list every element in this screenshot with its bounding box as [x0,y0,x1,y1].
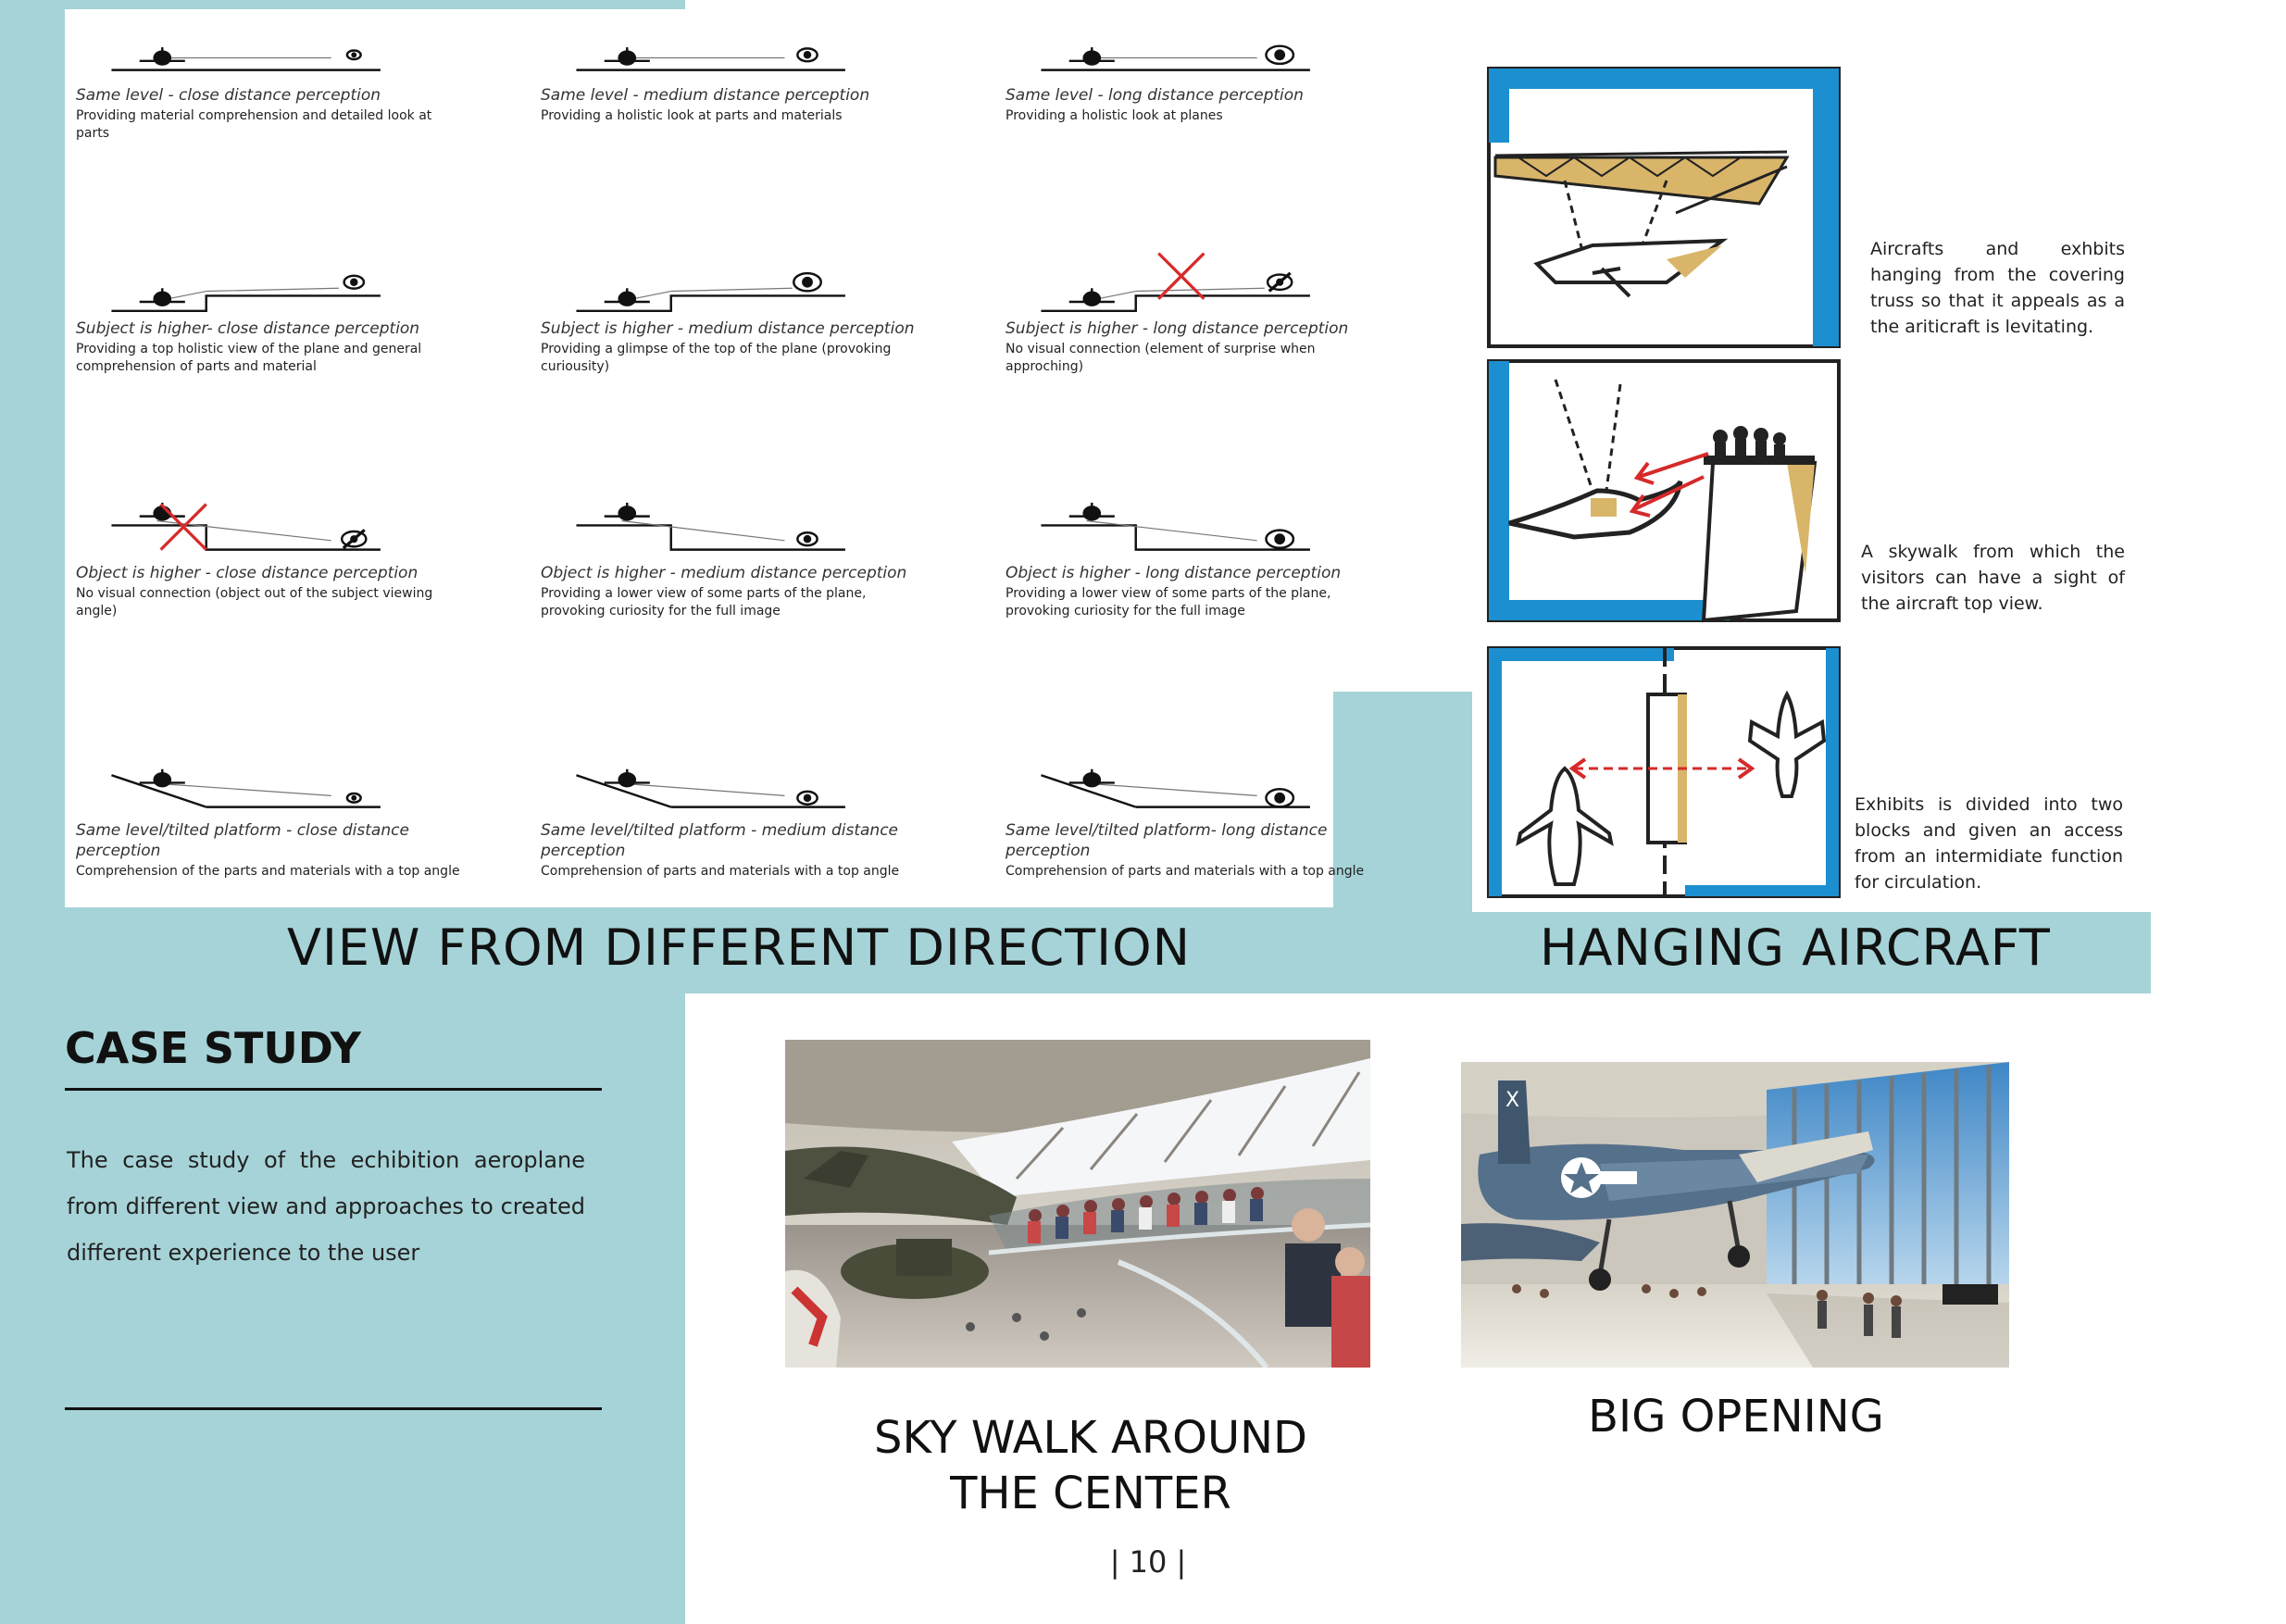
perception-title: Same level - long distance perception [1006,86,1304,105]
perception-description: Providing a holistic look at planes [1006,108,1223,123]
case-study-text: The case study of the echibition aeroplane from different view and approaches to created different experience to the user [67,1147,585,1266]
perception-cell [530,481,951,707]
perception-title: Same level - close distance perception [76,86,381,105]
hanging-aircraft-sketches [1481,56,1852,907]
sky-walk-caption-line2: THE CENTER [950,1468,1231,1519]
svg-text:X: X [1505,1089,1520,1112]
perception-description: Providing a lower view of some parts of the plane, provoking curiosity for the full image [1006,586,1331,618]
hanging-note-2: A skywalk from which the visitors can have a sight of the aircraft top view. [1861,542,2125,614]
perception-diagram [994,739,1383,822]
perception-description: Providing a top holistic view of the plane and general comprehension of parts and material [76,342,422,374]
perception-cell [530,252,951,478]
perception-description: Providing material comprehension and detailed look at parts [76,108,432,141]
perception-cell [994,481,1416,707]
perception-description: Comprehension of the parts and materials with a top angle [76,864,460,879]
perception-description: Providing a glimpse of the top of the plane (provoking curiousity) [541,342,892,374]
sky-walk-photo [785,1040,1370,1368]
view-section-title: VIEW FROM DIFFERENT DIRECTION [287,918,1191,977]
perception-title: Object is higher - close distance perception [76,564,418,582]
perception-cell [994,252,1416,478]
perception-title: Same level/tilted platform - close distance perception [76,821,409,860]
perception-diagram-grid [65,0,1365,905]
perception-diagram [530,481,918,565]
hanging-note-3: Exhibits is divided into two blocks and given an access from an intermidiate function for circulation. [1855,794,2123,893]
skywalk-sketch [1489,361,1839,620]
perception-description: No visual connection (element of surprise when approching) [1006,342,1316,374]
perception-description: Providing a holistic look at parts and materials [541,108,843,123]
hanging-section-title: HANGING AIRCRAFT [1540,918,2051,977]
circulation-sketch [1489,648,1839,896]
case-study-rule-top [65,1088,602,1091]
perception-title: Subject is higher - long distance perception [1006,319,1349,338]
perception-diagram [65,481,454,565]
page-number: | 10 | [1109,1544,1187,1580]
case-study-rule-bottom [65,1407,602,1410]
perception-cell [994,19,1416,244]
perception-title: Subject is higher - medium distance perception [541,319,915,338]
perception-title: Same level/tilted platform- long distance perception [1006,821,1328,860]
perception-title: Object is higher - long distance perception [1006,564,1342,582]
perception-diagram [994,481,1383,565]
perception-diagram [530,739,918,822]
perception-cell [65,252,486,478]
sky-walk-caption-line1: SKY WALK AROUND [874,1412,1307,1464]
case-study-title: CASE STUDY [65,1023,361,1073]
perception-cell [65,19,486,244]
hanging-note-1: Aircrafts and exhbits hanging from the covering truss so that it appeals as a the ariticraft is levitating. [1870,239,2125,337]
perception-description: No visual connection (object out of the subject viewing angle) [76,586,433,618]
perception-title: Subject is higher- close distance perception [76,319,420,338]
perception-title: Object is higher - medium distance perception [541,564,907,582]
perception-cell [65,481,486,707]
big-opening-caption: BIG OPENING [1588,1391,1884,1443]
perception-cell [530,19,951,244]
truss-sketch [1489,69,1839,346]
perception-title: Same level - medium distance perception [541,86,870,105]
perception-description: Providing a lower view of some parts of the plane, provoking curiosity for the full image [541,586,867,618]
perception-title: Same level/tilted platform - medium distance perception [541,821,898,860]
perception-diagram [65,739,454,822]
perception-description: Comprehension of parts and materials with a top angle [1006,864,1365,879]
big-opening-photo [1461,1062,2009,1368]
perception-description: Comprehension of parts and materials with a top angle [541,864,900,879]
